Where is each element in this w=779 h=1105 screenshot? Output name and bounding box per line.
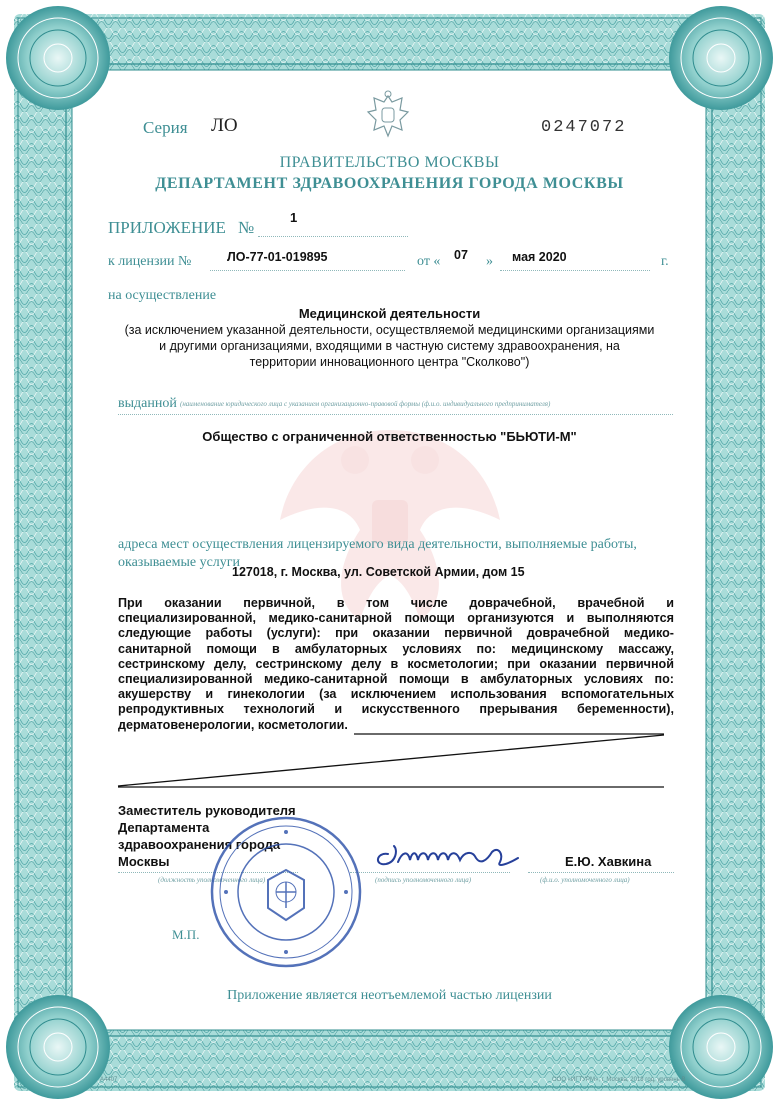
org-department: ДЕПАРТАМЕНТ ЗДРАВООХРАНЕНИЯ ГОРОДА МОСКВЫ xyxy=(155,175,624,192)
services-line-7: акушерству и гинекологии (за исключением использования вспомогательных xyxy=(118,687,674,702)
activity-label: на осуществление xyxy=(108,288,217,303)
hint-position: (должность уполномоченного лица) xyxy=(158,876,266,884)
appendix-label: ПРИЛОЖЕНИЕ xyxy=(108,218,226,237)
services-line-6: специализированной медико-санитарной помощи в амбулаторных условиях по: xyxy=(118,672,674,687)
issued-hint: (наименование юридического лица с указанием организационно-правовой формы (ф.и.о. индивидуального предпринимателя) xyxy=(180,400,551,408)
hint-name: (ф.и.о. уполномоченного лица) xyxy=(540,876,630,884)
license-date-open: от « xyxy=(417,254,441,269)
services-line-3: следующие работы (услуги): при оказании первичной доврачебной медико- xyxy=(118,626,674,641)
signatory-position-1: Заместитель руководителя xyxy=(118,803,296,818)
issued-label: выданной xyxy=(118,396,177,411)
print-code-left: А4407 xyxy=(100,1077,118,1083)
official-stamp xyxy=(206,812,366,972)
signatory-position-4: Москвы xyxy=(118,854,170,869)
activity-desc-line-1: (за исключением указанной деятельности, осуществляемой медицинскими организациями xyxy=(124,323,655,337)
services-line-8: репродуктивных технологий и искусственного прерывания беременности), xyxy=(118,702,674,717)
license-prefix: к лицензии № xyxy=(108,254,192,269)
license-number: ЛО-77-01-019895 xyxy=(227,250,328,264)
activity-desc-line-2: и другими организациями, входящими в частную систему здравоохранения, на xyxy=(159,339,620,353)
appendix-note: Приложение является неотъемлемой частью лицензии xyxy=(227,988,552,1003)
appendix-number: 1 xyxy=(290,210,298,225)
appendix-number-sign: № xyxy=(238,218,255,237)
address-label-1: адреса мест осуществления лицензируемого вида деятельности, выполняемые работы, xyxy=(118,537,637,552)
license-date-close: » xyxy=(486,254,493,269)
activity-title: Медицинской деятельности xyxy=(298,306,481,321)
organization-name: Общество с ограниченной ответственностью "БЬЮТИ-М" xyxy=(202,429,577,444)
address-value: 127018, г. Москва, ул. Советской Армии, дом 15 xyxy=(232,565,525,579)
activity-desc-line-3: территории инновационного центра "Сколково") xyxy=(249,355,530,369)
stamp-place-label: М.П. xyxy=(172,927,200,942)
services-line-4: санитарной помощи в амбулаторных условиях по: медицинскому массажу, xyxy=(118,641,674,656)
signatory-position-2: Департамента xyxy=(118,820,210,835)
services-line-5: сестринскому делу, сестринскому делу в косметологии; при оказании первичной xyxy=(118,656,674,671)
license-year-suffix: г. xyxy=(661,254,669,269)
series-label: Серия xyxy=(143,118,188,137)
license-month-year: мая 2020 xyxy=(512,250,567,264)
series-value: ЛО xyxy=(211,115,238,136)
address-label-2: оказываемые услуги xyxy=(118,555,241,570)
services-line-9: дерматовенерологии, косметологии. xyxy=(118,717,348,732)
print-code-right: ООО «ИГТУРМ», г. Москва, 2018 год, уровень В xyxy=(552,1077,686,1083)
signatory-name: Е.Ю. Хавкина xyxy=(565,854,652,869)
license-day: 07 xyxy=(454,248,468,262)
org-government: ПРАВИТЕЛЬСТВО МОСКВЫ xyxy=(279,154,500,171)
hint-signature: (подпись уполномоченного лица) xyxy=(375,876,472,884)
blank-number: 0247072 xyxy=(541,118,627,137)
services-line-2: специализированной, медико-санитарной помощи организуются и выполняются xyxy=(118,611,674,626)
signature xyxy=(368,832,538,872)
services-line-1: При оказании первичной, в том числе доврачебной, врачебной и xyxy=(118,596,674,610)
signatory-position-3: здравоохранения города xyxy=(118,837,281,852)
